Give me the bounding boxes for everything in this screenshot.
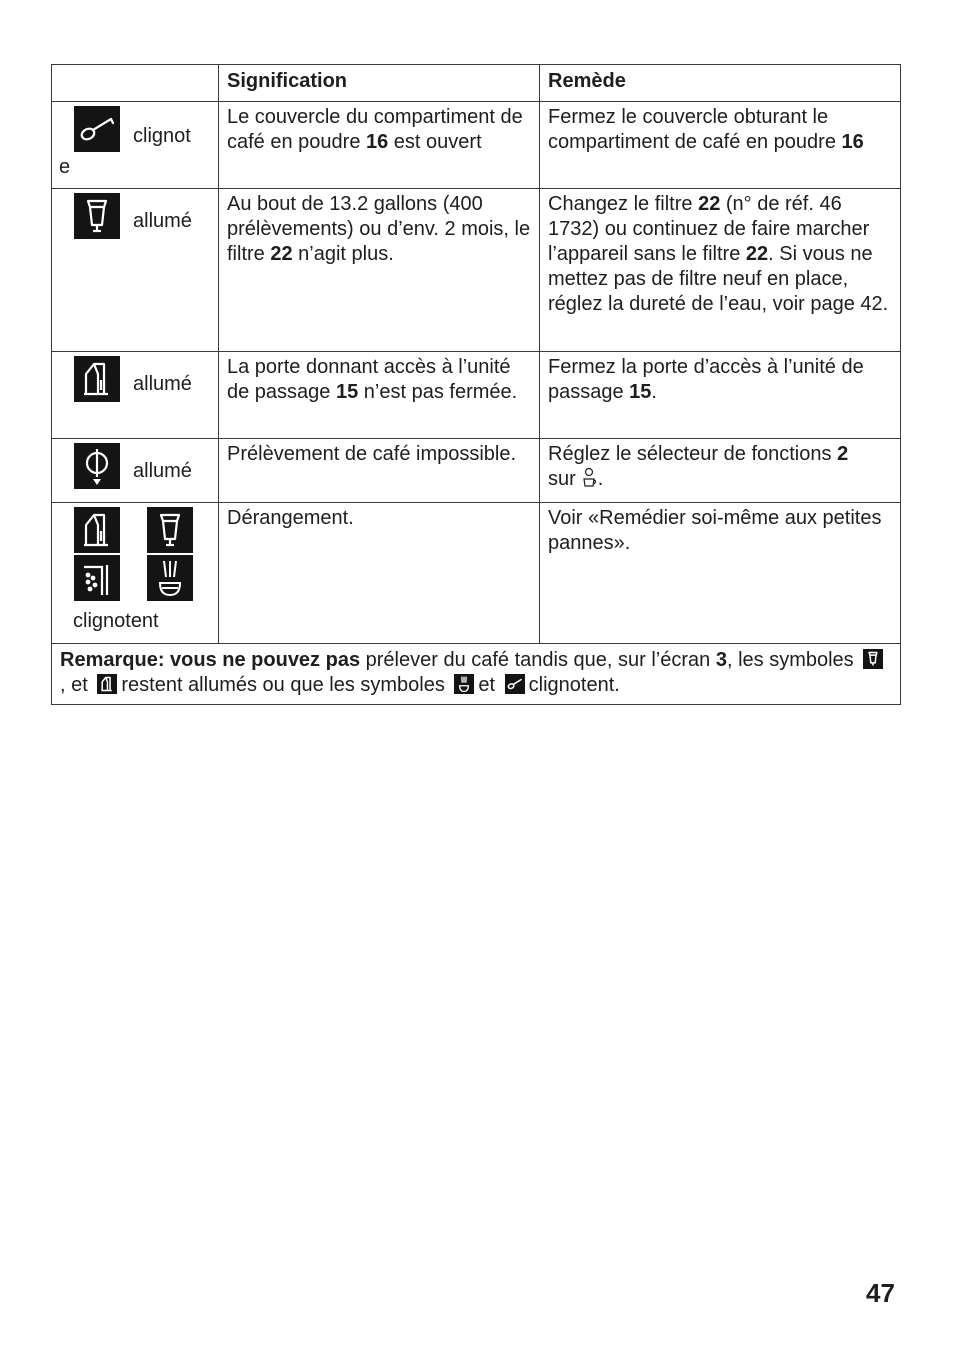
meaning-cell: Dérangement. — [219, 503, 540, 644]
remedy-cell: Réglez le sélecteur de fonctions 2 sur . — [540, 439, 901, 503]
descale-icon — [454, 674, 474, 694]
remedy-cell: Voir «Remédier soi-même aux petites pannes». — [540, 503, 901, 644]
water-filter-icon — [147, 507, 193, 553]
descale-icon — [147, 555, 193, 601]
page-number: 47 — [866, 1278, 895, 1308]
table-row — [52, 439, 901, 503]
symbol-cell — [52, 352, 219, 439]
brewing-unit-door-icon — [97, 674, 117, 694]
table-header-row — [52, 65, 901, 102]
coffee-scoop-icon — [74, 106, 120, 152]
brewing-unit-door-icon — [74, 356, 120, 402]
table-row — [52, 503, 901, 644]
coffee-scoop-icon — [505, 674, 525, 694]
meaning-cell: Le couvercle du compartiment de café en poudre 16 est ouvert — [219, 102, 540, 189]
note-cell: Remarque: vous ne pouvez pas prélever du café tandis que, sur l’écran 3, les symboles , et restent allumés ou que les symboles et clignotent. — [52, 644, 901, 705]
table-row — [52, 352, 901, 439]
status-label: clignot — [133, 125, 191, 147]
meaning-cell: Au bout de 13.2 gallons (400 prélèvements) ou d’env. 2 mois, le filtre 22 n’agit plus. — [219, 189, 540, 352]
symbol-cell — [52, 189, 219, 352]
meaning-cell: La porte donnant accès à l’unité de passage 15 n’est pas fermée. — [219, 352, 540, 439]
symbol-cell — [52, 102, 219, 189]
remedy-cell: Fermez la porte d’accès à l’unité de passage 15. — [540, 352, 901, 439]
header-symbol — [52, 65, 219, 102]
status-label-wrap: e — [59, 156, 71, 178]
status-label: clignotent — [73, 610, 159, 632]
remedy-cell: Changez le filtre 22 (n° de réf. 46 1732) ou continuez de faire marcher l’appareil sans le filtre 22. Si vous ne mettez pas de filtre neuf en place, réglez la dureté de l’eau, voir page 42. — [540, 189, 901, 352]
water-filter-icon — [74, 193, 120, 239]
troubleshooting-table — [51, 64, 901, 705]
note-row — [52, 644, 901, 705]
table-row — [52, 102, 901, 189]
symbol-cell — [52, 503, 219, 644]
selector-position-icon — [580, 467, 598, 489]
water-filter-icon — [863, 649, 883, 669]
drip-tray-icon — [74, 555, 120, 601]
status-label: allumé — [133, 373, 192, 395]
header-meaning: Signification — [219, 65, 540, 102]
brewing-unit-door-icon — [74, 507, 120, 553]
function-selector-icon — [74, 443, 120, 489]
table-row — [52, 189, 901, 352]
status-label: allumé — [133, 460, 192, 482]
symbol-cell — [52, 439, 219, 503]
remedy-cell: Fermez le couvercle obturant le compartiment de café en poudre 16 — [540, 102, 901, 189]
header-remedy: Remède — [540, 65, 901, 102]
meaning-cell: Prélèvement de café impossible. — [219, 439, 540, 503]
status-label: allumé — [133, 210, 192, 232]
